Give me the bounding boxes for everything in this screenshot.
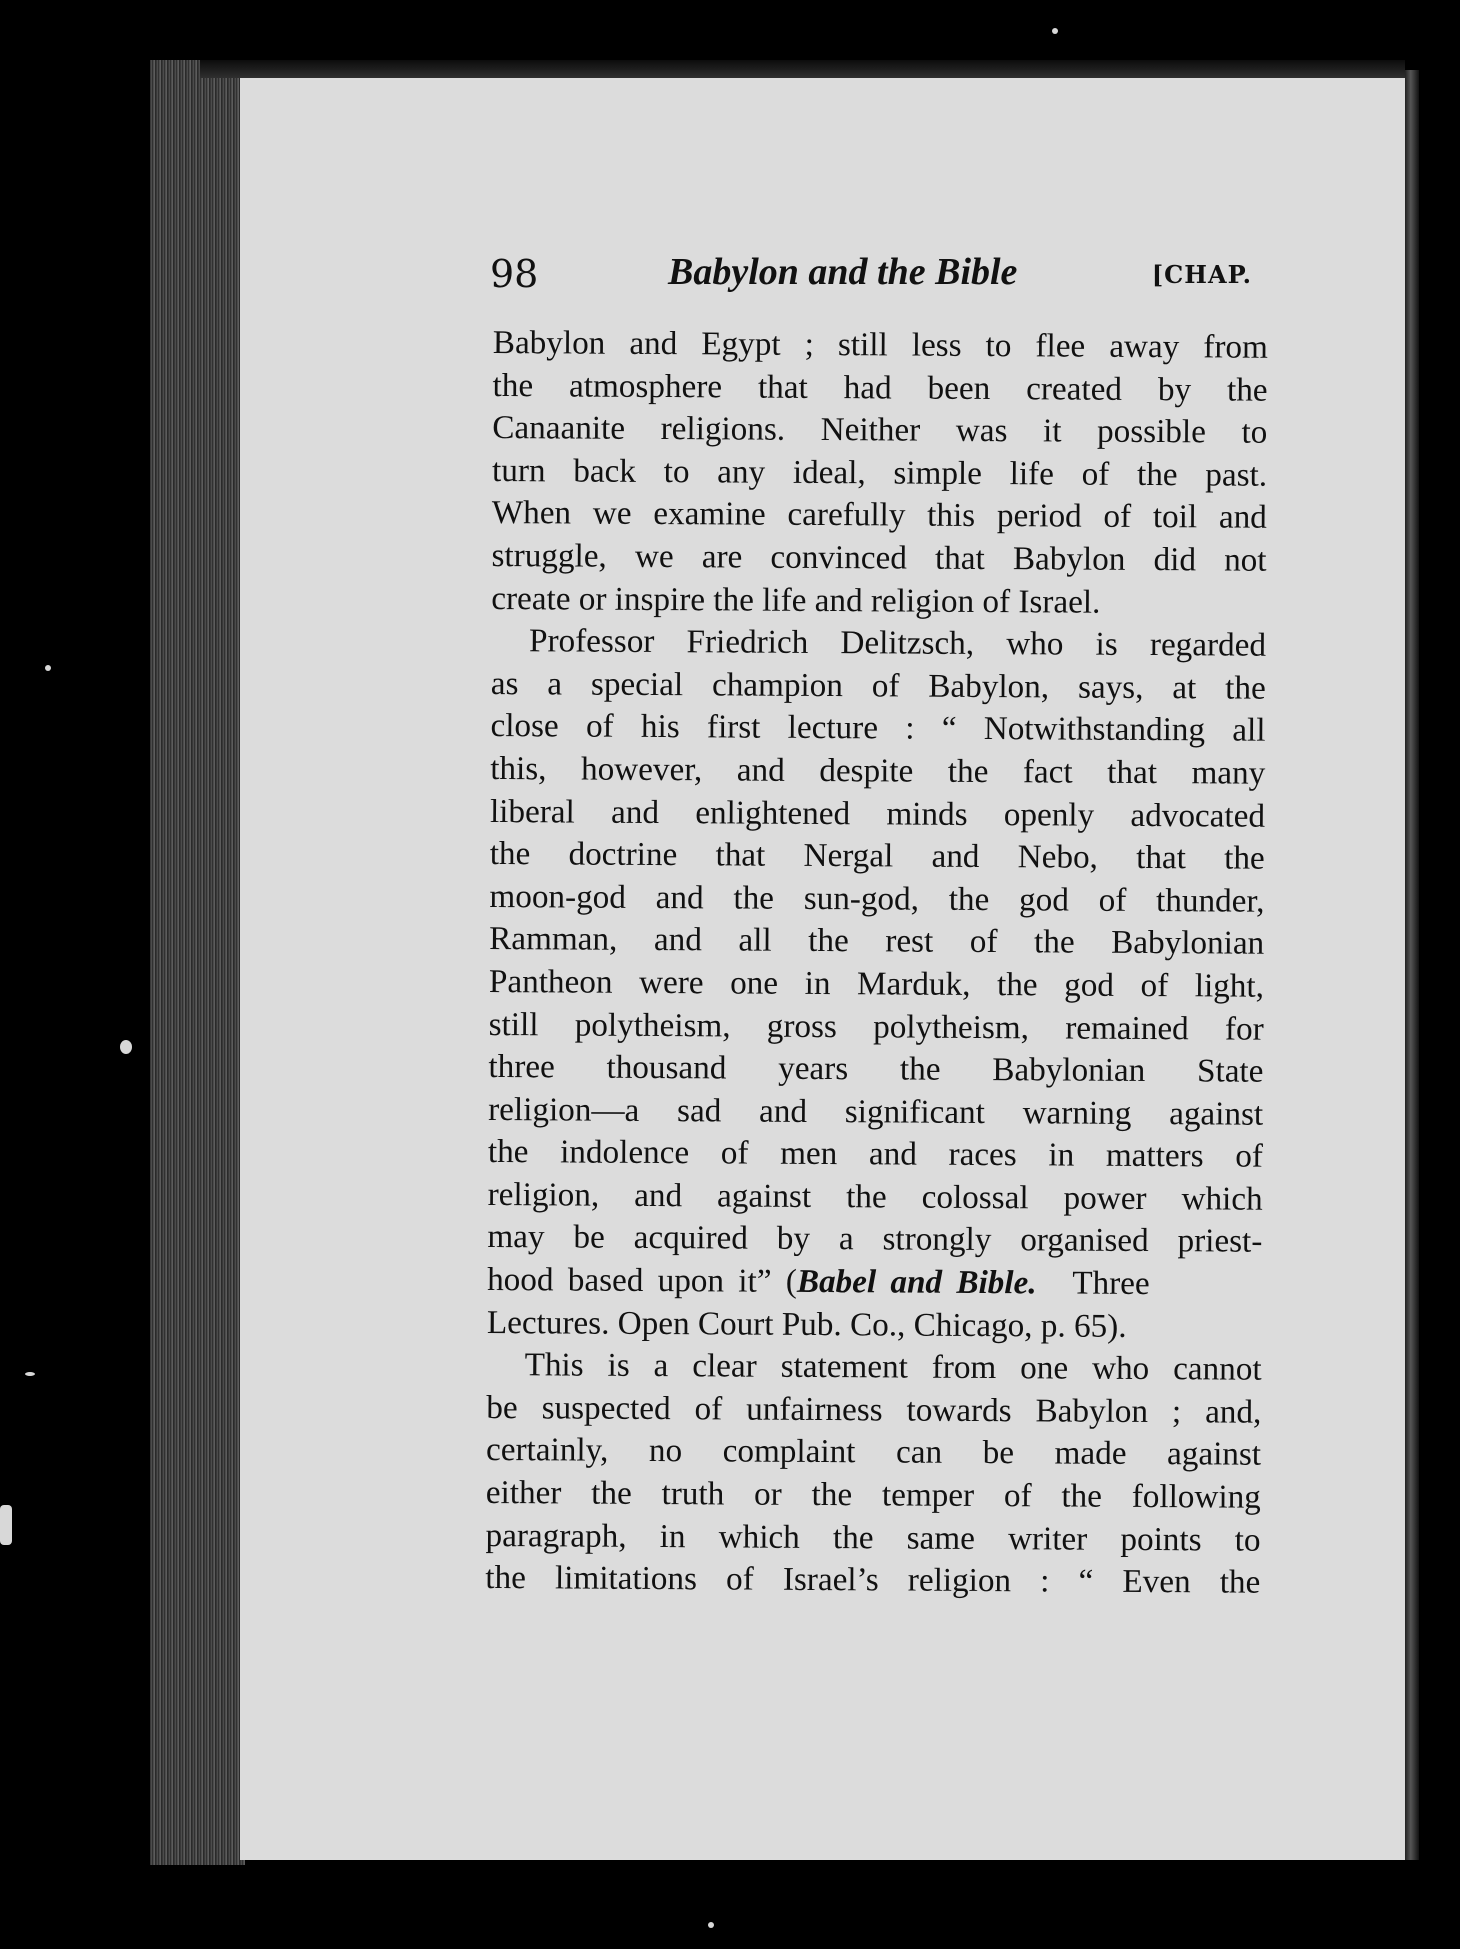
paragraph-start-line: Professor Friedrich Delitzsch, who is regarded — [528, 622, 1267, 664]
citation-title: Babel and Bible. — [796, 1262, 1037, 1302]
citation-trailing: Three — [1058, 1264, 1150, 1303]
text-line: this, however, and despite the fact that many — [490, 749, 1266, 792]
text-line: Pantheon were one in Marduk, the god of light, — [488, 962, 1265, 1005]
text-line: still polytheism, gross polytheism, remained for — [488, 1005, 1264, 1048]
book-page-edges — [150, 60, 245, 1865]
running-title: Babylon and the Bible — [668, 251, 1018, 293]
text-line: three thousand years the Babylonian State — [488, 1048, 1264, 1090]
text-line: be suspected of unfairness towards Babylon ; and, — [486, 1388, 1262, 1431]
scan-speck — [1052, 28, 1058, 34]
text-line: struggle, we are convinced that Babylon did not — [491, 536, 1267, 579]
text-line: religion—a sad and significant warning against — [488, 1090, 1264, 1133]
book-top-edge — [200, 60, 1405, 78]
scan-speck — [45, 665, 51, 671]
text-line: the doctrine that Nergal and Nebo, that the — [489, 835, 1265, 877]
citation-lead: hood based upon it” ( — [487, 1261, 797, 1300]
scan-speck — [25, 1372, 35, 1376]
scan-speck — [0, 1505, 12, 1545]
text-line: When we examine carefully this period of toil and — [491, 494, 1267, 537]
text-line: religion, and against the colossal power which — [487, 1175, 1263, 1218]
page-number: 98 — [490, 252, 539, 296]
text-line: either the truth or the temper of the following — [485, 1474, 1261, 1516]
body-text — [485, 322, 1268, 1605]
book-right-edge — [1405, 70, 1419, 1860]
text-line: create or inspire the life and religion of Israel. — [491, 579, 1101, 621]
text-line: Babylon and Egypt ; still less to flee away from — [492, 323, 1268, 366]
chapter-label: [CHAP. — [1151, 260, 1252, 289]
text-line: the atmosphere that had been created by the — [492, 366, 1268, 409]
text-line: Lectures. Open Court Pub. Co., Chicago, p. 65). — [486, 1303, 1127, 1345]
text-line: moon-god and the sun-god, the god of thunder, — [489, 877, 1265, 920]
paragraph-start-line: This is a clear statement from one who cannot — [524, 1346, 1262, 1388]
text-line: the indolence of men and races in matters of — [487, 1133, 1264, 1175]
text-line: certainly, no complaint can be made against — [485, 1431, 1262, 1474]
text-line: Ramman, and all the rest of the Babylonian — [489, 920, 1265, 963]
text-line: as a special champion of Babylon, says, at the — [490, 664, 1266, 707]
text-line: the limitations of Israel’s religion : “ Even the — [485, 1559, 1261, 1601]
page-header — [490, 250, 1270, 310]
text-line: turn back to any ideal, simple life of the past. — [491, 451, 1268, 494]
text-line: liberal and enlightened minds openly advocated — [489, 792, 1266, 835]
text-line: close of his first lecture : “ Notwithstanding all — [490, 707, 1266, 750]
citation-line — [487, 1259, 1262, 1306]
scan-speck — [708, 1922, 714, 1928]
text-line: may be acquired by a strongly organised priest- — [487, 1218, 1263, 1261]
text-line: Canaanite religions. Neither was it possible to — [492, 409, 1268, 451]
text-line: paragraph, in which the same writer points to — [485, 1516, 1261, 1559]
scan-speck — [120, 1040, 132, 1054]
